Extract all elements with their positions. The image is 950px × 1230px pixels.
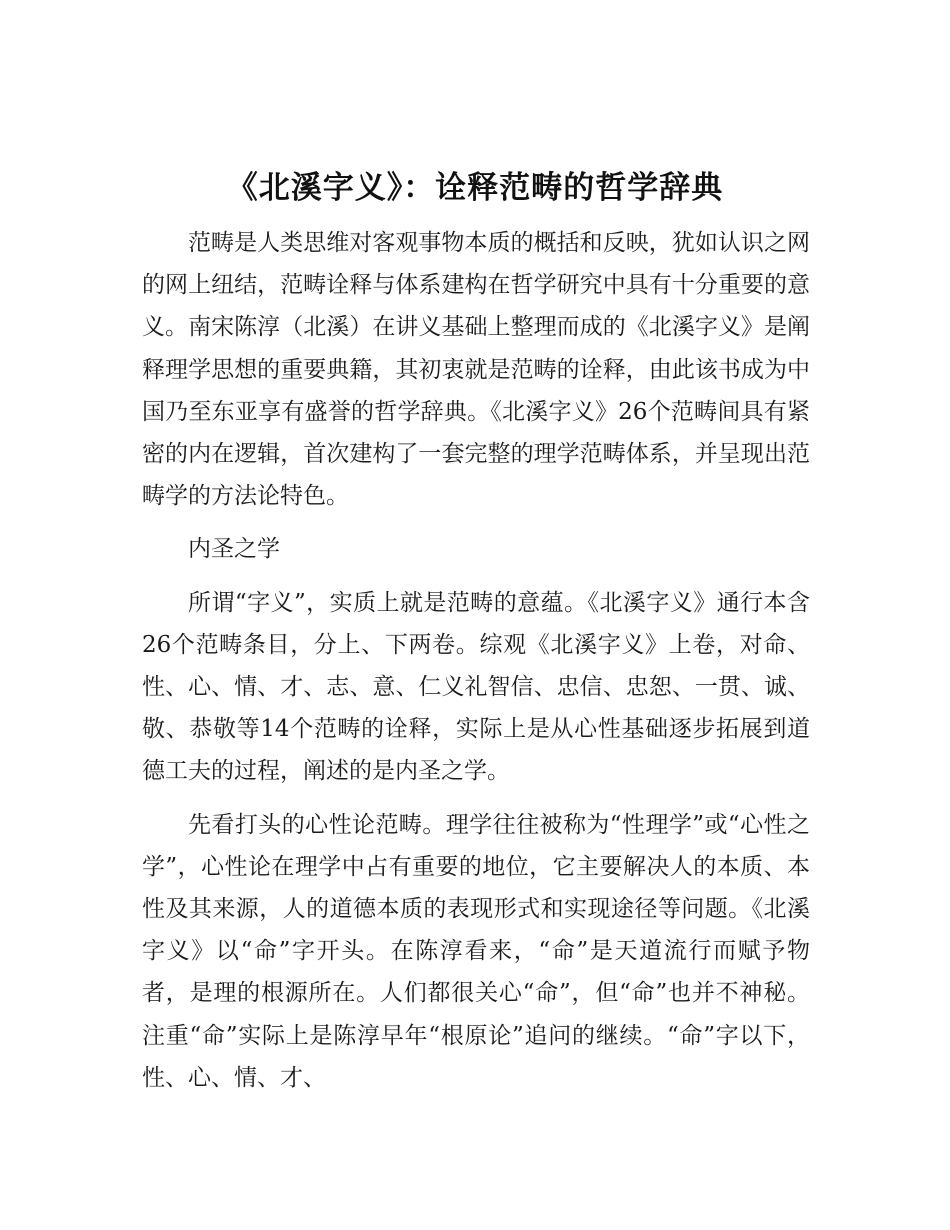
article-title: 《北溪字义》：诠释范畴的哲学辞典: [226, 170, 724, 206]
section-heading: 内圣之学: [188, 536, 280, 563]
article-body: [142, 222, 810, 1099]
paragraph-intro: 范畴是人类思维对客观事物本质的概括和反映，犹如认识之网的网上纽结，范畴诠释与体系建构在哲学研究中具有十分重要的意义。南宋陈淳（北溪）在讲义基础上整理而成的《北溪字义》是阐释理学思想的重要典籍，其初衷就是范畴的诠释，由此该书成为中国乃至东亚享有盛誉的哲学辞典。《北溪字义》26个范畴间具有紧密的内在逻辑，首次建构了一套完整的理学范畴体系，并呈现出范畴学的方法论特色。: [142, 230, 810, 510]
paragraph-word-meaning: 所谓“字义”，实质上就是范畴的意蕴。《北溪字义》通行本含26个范畴条目，分上、下两卷。综观《北溪字义》上卷，对命、性、心、情、才、志、意、仁义礼智信、忠信、忠恕、一贯、诚、敬、恭敬等14个范畴的诠释，实际上是从心性基础逐步拓展到道德工夫的过程，阐述的是内圣之学。: [142, 589, 810, 785]
paragraph-mind-nature: 先看打头的心性论范畴。理学往往被称为“性理学”或“心性之学”，心性论在理学中占有重要的地位，它主要解决人的本质、本性及其来源，人的道德本质的表现形式和实现途径等问题。《北溪字义》以“命”字开头。在陈淳看来，“命”是天道流行而赋予物者，是理的根源所在。人们都很关心“命”，但“命”也并不神秘。注重“命”实际上是陈淳早年“根原论”追问的继续。“命”字以下，性、心、情、才、: [142, 811, 810, 1091]
